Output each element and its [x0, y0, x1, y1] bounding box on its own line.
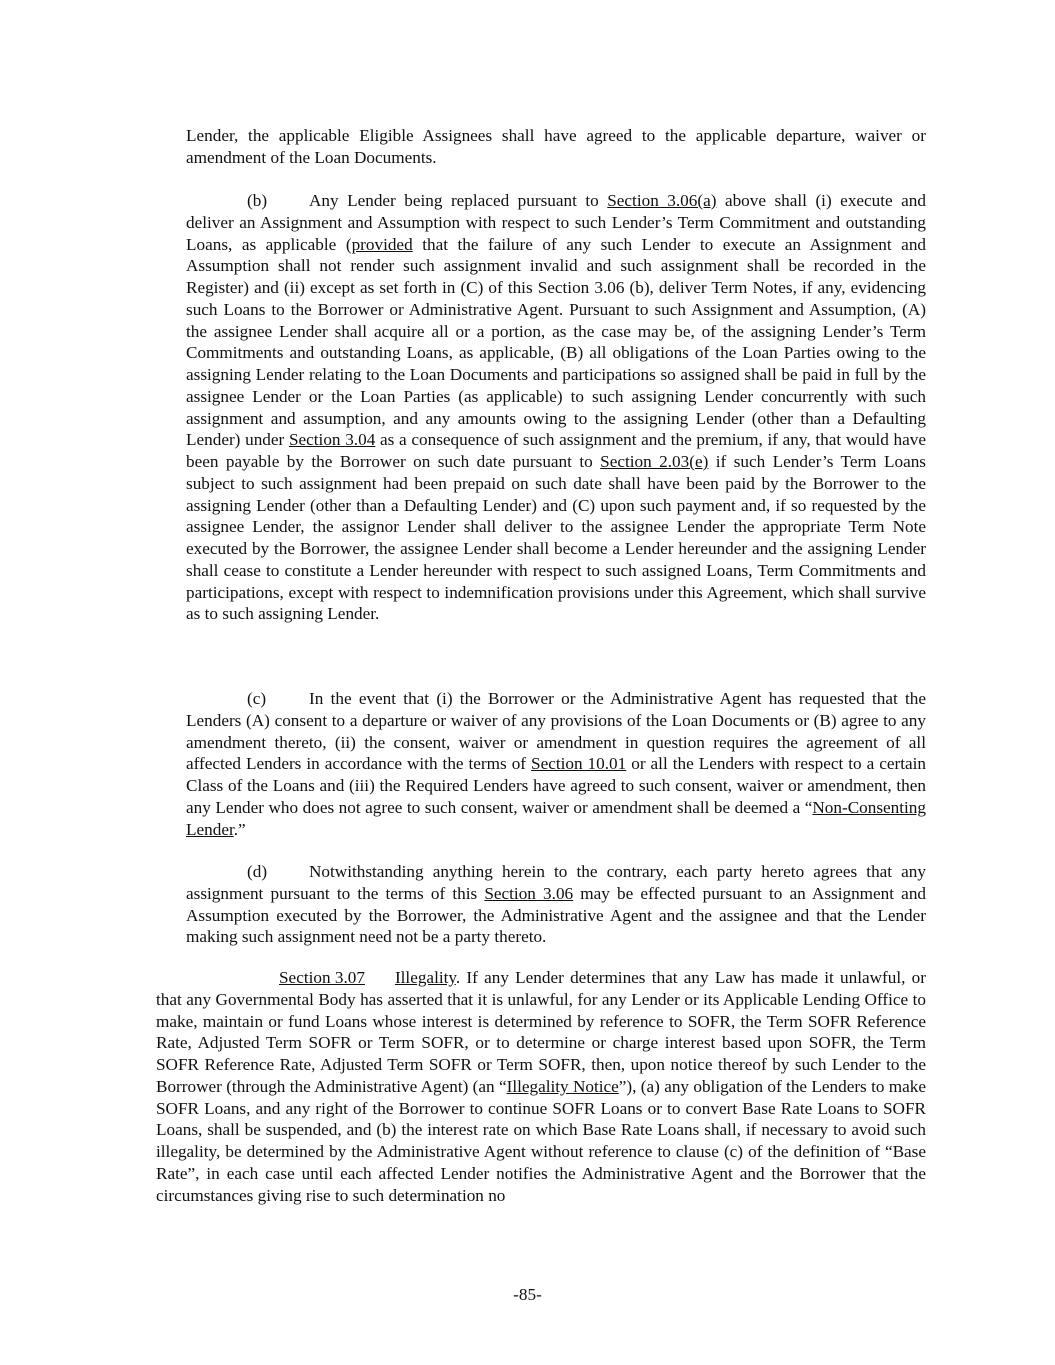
- defined-term: Illegality Notice: [506, 1076, 619, 1096]
- cross-reference: Section 3.06: [484, 883, 574, 903]
- paragraph-b: (b) Any Lender being replaced pursuant to Section 3.06(a) above shall (i) execute and deliver an Assignment and Assumption with respect to such Lender’s Term Commitment and outstanding Loans, as applicable (provided that the failure of any such Lender to execute an Assignment and Assumption shall not render such assignment invalid and such assignment shall be recorded in the Register) and (ii) except as set forth in (C) of this Section 3.06 (b), deliver Term Notes, if any, evidencing such Loans to the Borrower or Administrative Agent. Pursuant to such Assignment and Assumption, (A) the assignee Lender shall acquire all or a portion, as the case may be, of the assigning Lender’s Term Commitments and outstanding Loans, as applicable, (B) all obligations of the Loan Parties owing to the assigning Lender relating to the Loan Documents and participations so assigned shall be paid in full by the assignee Lender or the Loan Parties (as applicable) to such assigning Lender concurrently with such assignment and assumption, and any amounts owing to the assigning Lender (other than a Defaulting Lender) under Section 3.04 as a consequence of such assignment and the premium, if any, that would have been payable by the Borrower on such date pursuant to Section 2.03(e) if such Lender’s Term Loans subject to such assignment had been prepaid on such date shall have been paid by the Borrower to the assigning Lender (other than a Defaulting Lender) and (C) upon such payment and, if so requested by the assignee Lender, the assignor Lender shall deliver to the assignee Lender the appropriate Term Note executed by the Borrower, the assignee Lender shall become a Lender hereunder and the assigning Lender shall cease to constitute a Lender hereunder with respect to such assigned Loans, Term Commitments and participations, except with respect to indemnification provisions under this Agreement, which shall survive as to such assigning Lender.: [186, 191, 927, 624]
- paragraph-label: (d): [247, 862, 268, 881]
- paragraph-d: (d) Notwithstanding anything herein to the contrary, each party hereto agrees that any assignment pursuant to the terms of this Section 3.06 may be effected pursuant to an Assignment and Assumption executed by the Borrower, the Administrative Agent and the assignee and that the Lender making such assignment need not be a party thereto.: [186, 862, 927, 947]
- cross-reference: Section 2.03(e): [600, 452, 709, 471]
- paragraph-label: (c): [247, 689, 267, 708]
- paragraph-continuation: Lender, the applicable Eligible Assignees shall have agreed to the applicable departure, waiver or amendment of the Loan Documents.: [186, 126, 926, 167]
- defined-term: provided: [351, 234, 413, 254]
- paragraph-label: (b): [247, 191, 268, 210]
- section-title: Illegality: [394, 968, 456, 987]
- page-number: -85-: [513, 1285, 542, 1304]
- section-number: Section 3.07: [279, 968, 365, 987]
- cross-reference: Section 10.01: [531, 754, 627, 774]
- defined-term: Non-Consenting Lender: [186, 797, 926, 839]
- cross-reference: Section 3.06(a): [607, 191, 717, 210]
- cross-reference: Section 3.04: [288, 430, 376, 450]
- paragraph-c: (c) In the event that (i) the Borrower or the Administrative Agent has requested that the Lenders (A) consent to a departure or waiver of any provisions of the Loan Documents or (B) agree to any amendment thereto, (ii) the consent, waiver or amendment in question requires the agreement of all affected Lenders in accordance with the terms of Section 10.01 or all the Lenders with respect to a certain Class of the Loans and (iii) the Required Lenders have agreed to such consent, waiver or amendment, then any Lender who does not agree to such consent, waiver or amendment shall be deemed a “Non-Consenting Lender.”: [186, 689, 926, 839]
- section-3-07: Section 3.07 Illegality. If any Lender determines that any Law has made it unlawful, or that any Governmental Body has asserted that it is unlawful, for any Lender or its Applicable Lending Office to make, maintain or fund Loans whose interest is determined by reference to SOFR, the Term SOFR Reference Rate, Adjusted Term SOFR or Term SOFR, or to determine or charge interest based upon SOFR, the Term SOFR Reference Rate, Adjusted Term SOFR or Term SOFR, then, upon notice thereof by such Lender to the Borrower (through the Administrative Agent) (an “Illegality Notice”), (a) any obligation of the Lenders to make SOFR Loans, and any right of the Borrower to continue SOFR Loans or to convert Base Rate Loans to SOFR Loans, shall be suspended, and (b) the interest rate on which Base Rate Loans shall, if necessary to avoid such illegality, be determined by the Administrative Agent without reference to clause (c) of the definition of “Base Rate”, in each case until each affected Lender notifies the Administrative Agent and the Borrower that the circumstances giving rise to such determination no: [156, 968, 926, 1205]
